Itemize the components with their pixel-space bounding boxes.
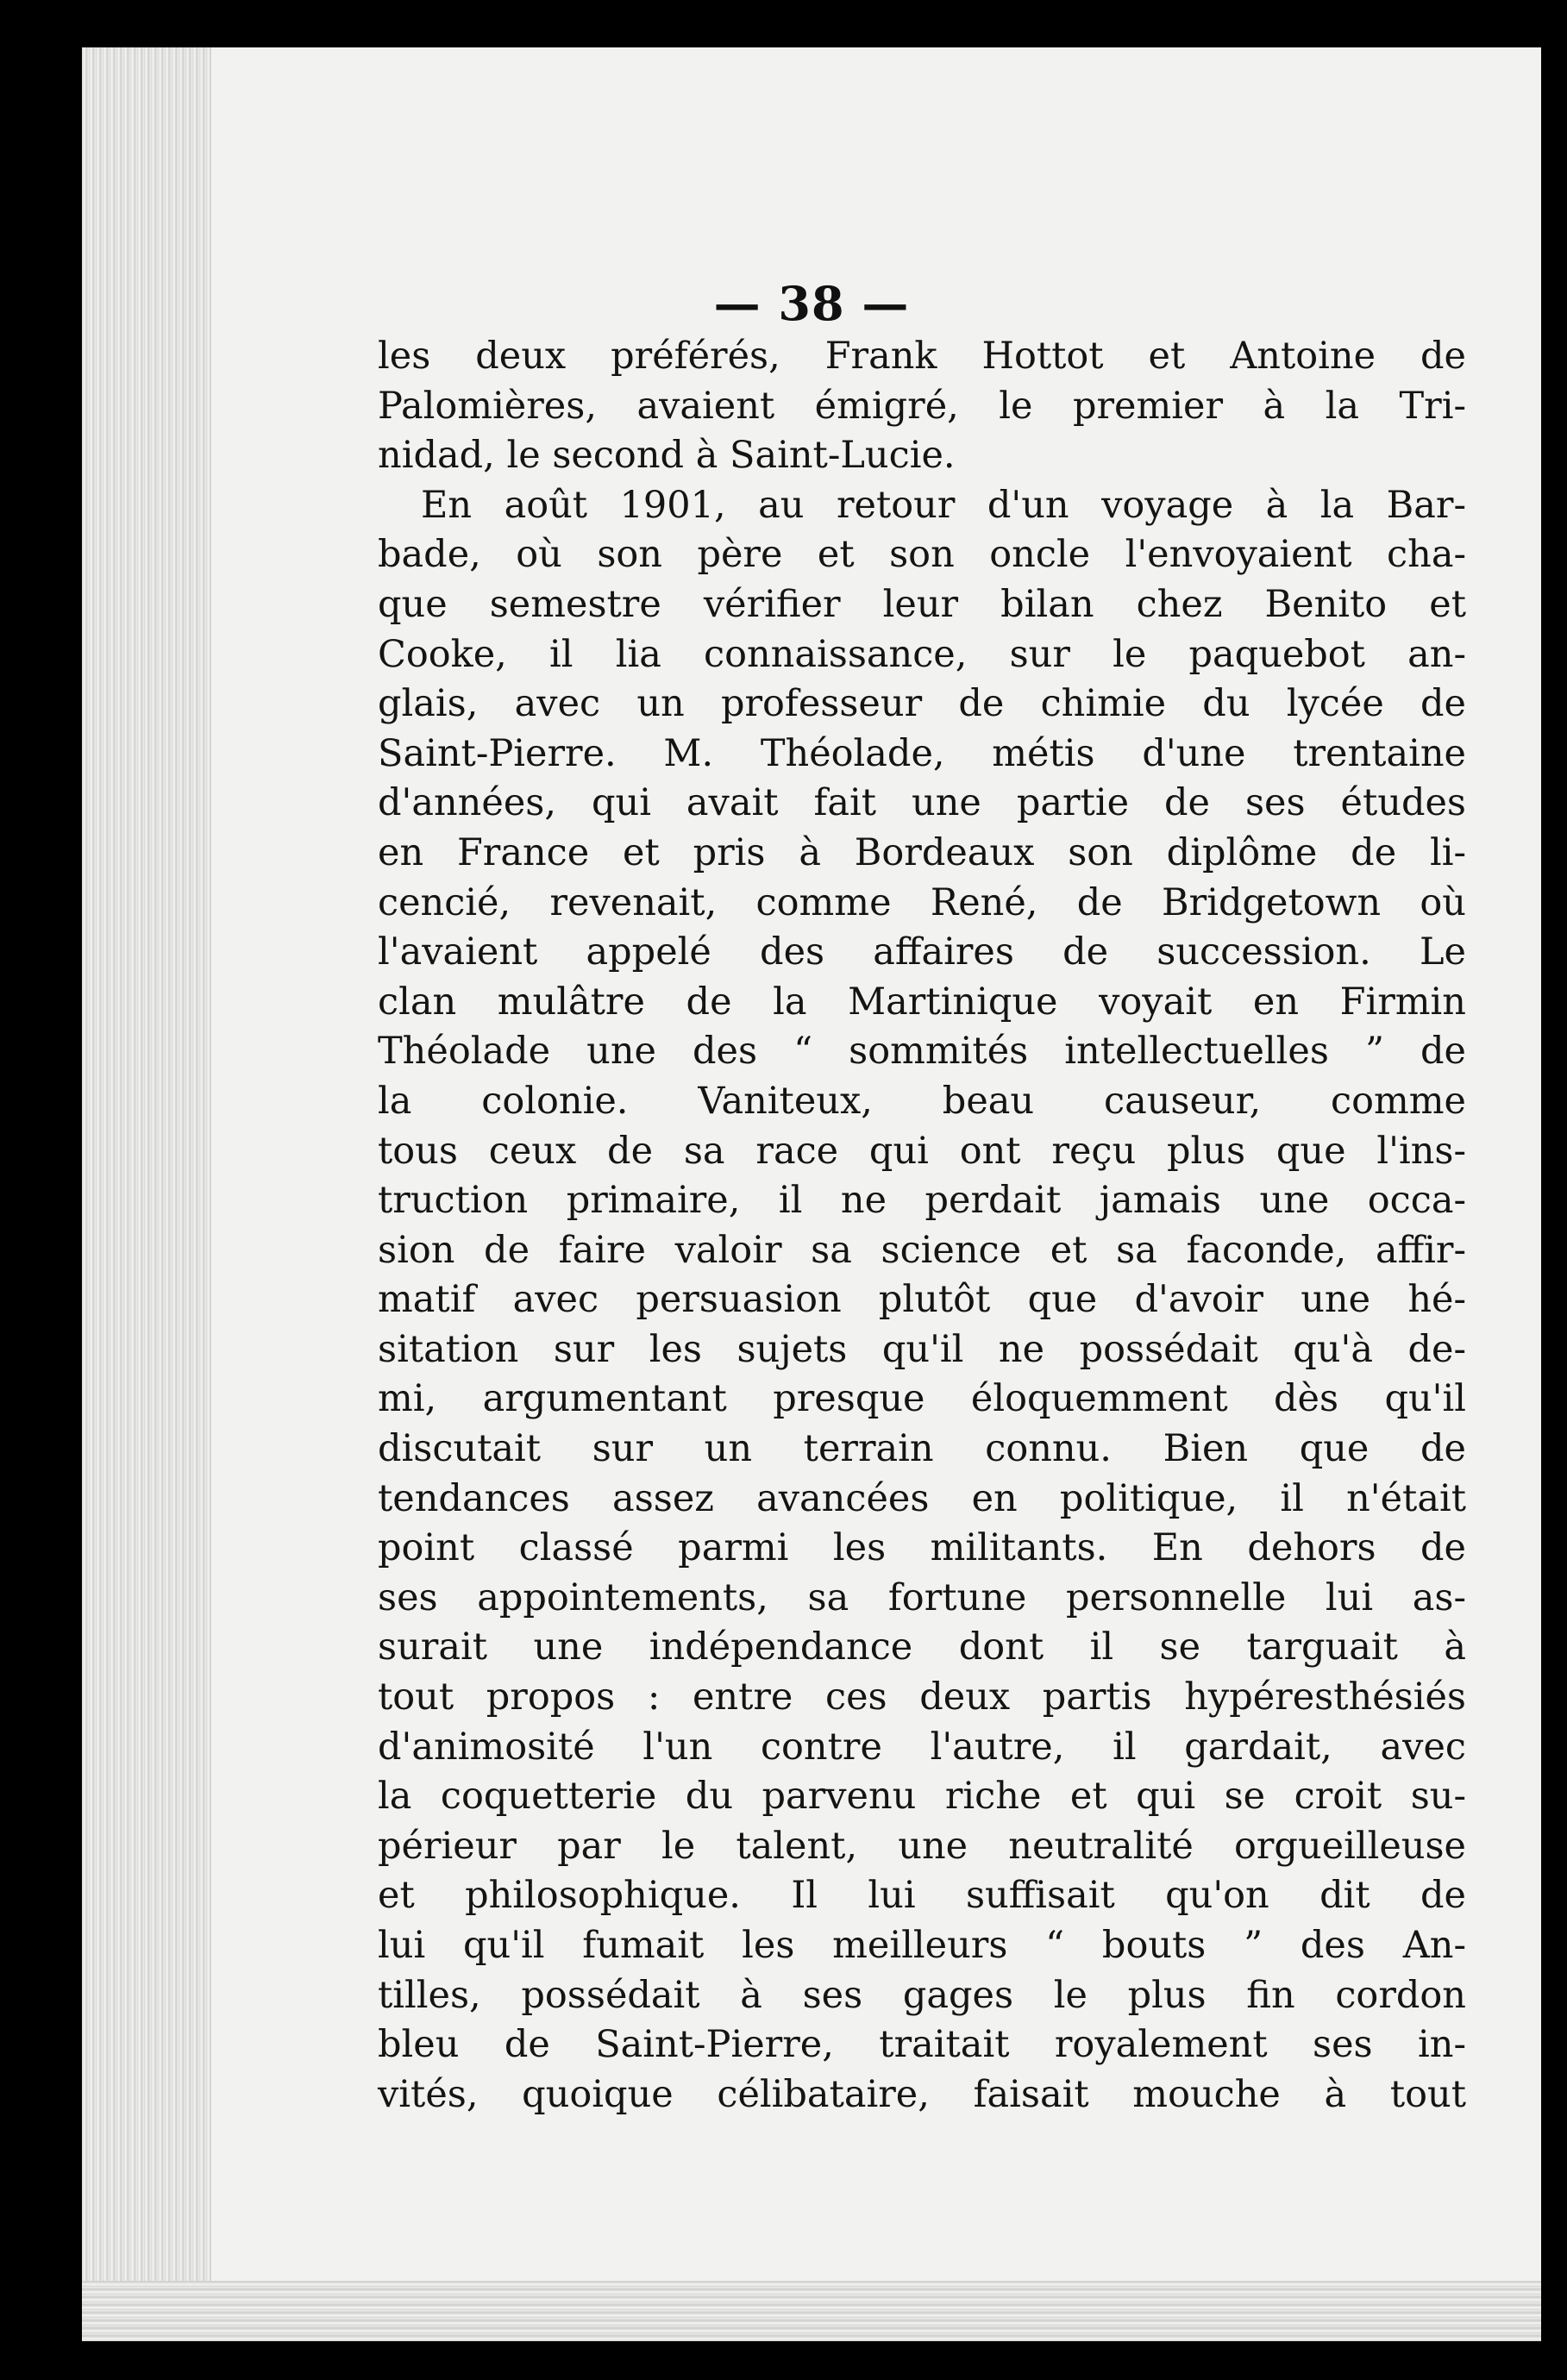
text-line: Palomières, avaient émigré, le premier à la Tri- [378,384,1466,428]
text-line: cencié, revenait, comme René, de Bridgetown où [378,880,1466,924]
text-line: clan mulâtre de la Martinique voyait en Firmin [378,980,1466,1024]
text-line: En août 1901, au retour d'un voyage à la Bar- [421,483,1466,527]
text-line: que semestre vérifier leur bilan chez Benito et [378,582,1466,626]
text-line: lui qu'il fumait les meilleurs “ bouts ” des An- [378,1924,1466,1967]
text-line: surait une indépendance dont il se targuait à [378,1625,1466,1669]
text-line: truction primaire, il ne perdait jamais une occa- [378,1179,1466,1223]
text-line: point classé parmi les militants. En dehors de [378,1526,1466,1570]
text-line: et philosophique. Il lui suffisait qu'on dit de [378,1874,1466,1918]
text-line: Cooke, il lia connaissance, sur le paquebot an- [378,632,1466,676]
text-line: nidad, le second à Saint-Lucie. [378,434,956,478]
text-line: Saint-Pierre. M. Théolade, métis d'une trentaine [378,731,1466,775]
text-line: d'animosité l'un contre l'autre, il gardait, avec [378,1725,1466,1769]
text-line: bade, où son père et son oncle l'envoyaient cha- [378,533,1466,577]
text-line: en France et pris à Bordeaux son diplôme de li- [378,830,1466,874]
text-line: tout propos : entre ces deux partis hypéresthésiés [378,1675,1466,1719]
text-line: tendances assez avancées en politique, il n'était [378,1476,1466,1520]
text-line: la coquetterie du parvenu riche et qui se croit su- [378,1775,1466,1819]
text-line: la colonie. Vaniteux, beau causeur, comme [378,1079,1466,1123]
text-line: mi, argumentant presque éloquemment dès qu'il [378,1377,1466,1421]
text-line: tous ceux de sa race qui ont reçu plus que l'ins- [378,1129,1466,1173]
text-line: sitation sur les sujets qu'il ne possédait qu'à de- [378,1327,1466,1371]
text-line: l'avaient appelé des affaires de succession. Le [378,930,1466,974]
text-line: d'années, qui avait fait une partie de ses études [378,781,1466,825]
text-line: discutait sur un terrain connu. Bien que de [378,1427,1466,1471]
text-line: ses appointements, sa fortune personnelle lui as- [378,1575,1466,1619]
text-line: vités, quoique célibataire, faisait mouche à tout [378,2072,1466,2116]
text-line: glais, avec un professeur de chimie du lycée de [378,682,1466,726]
text-line: bleu de Saint-Pierre, traitait royalement ses in- [378,2023,1466,2067]
page-stack-edge [82,47,211,2341]
text-line: périeur par le talent, une neutralité orgueilleuse [378,1824,1466,1868]
text-line: tilles, possédait à ses gages le plus fin cordon [378,1973,1466,2017]
text-line: matif avec persuasion plutôt que d'avoir une hé- [378,1278,1466,1322]
text-line: Théolade une des “ sommités intellectuelles ” de [378,1030,1466,1074]
text-line: sion de faire valoir sa science et sa faconde, affir- [378,1228,1466,1272]
body-text [378,332,1466,2120]
text-line: les deux préférés, Frank Hottot et Antoine de [378,335,1466,378]
page-number: — 38 — [713,276,910,331]
page-bottom-edge [82,2281,1541,2341]
